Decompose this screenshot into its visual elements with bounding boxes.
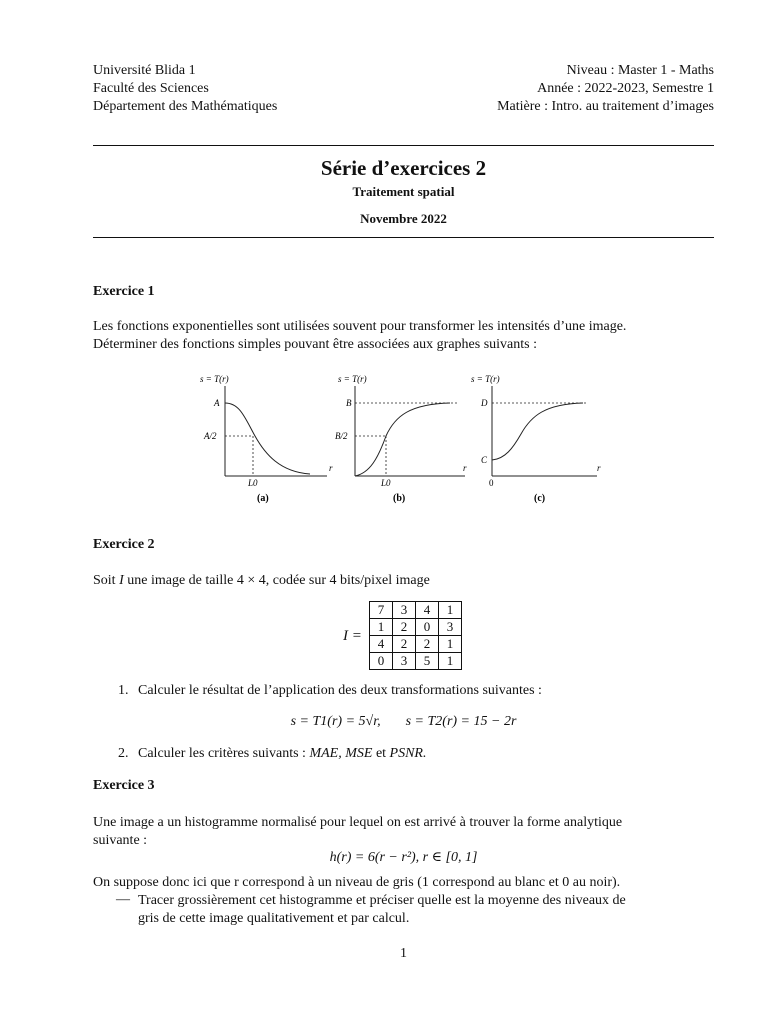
matrix-cell: 4 xyxy=(370,636,393,653)
graph-b-xlabel: r xyxy=(463,463,467,473)
header-course-info xyxy=(497,62,714,116)
document-date: Novembre 2022 xyxy=(360,211,447,226)
exercise-3-bullet: — xyxy=(116,892,130,907)
header-department: Département des Mathématiques xyxy=(93,99,278,114)
graph-a-mid-label: A/2 xyxy=(204,431,217,441)
exercise-2-intro-start: Soit xyxy=(93,573,116,588)
matrix-row xyxy=(370,619,462,636)
header-faculty: Faculté des Sciences xyxy=(93,81,209,96)
exercise-1-text xyxy=(93,318,718,354)
matrix-cell: 3 xyxy=(439,619,462,636)
header-level: Niveau : Master 1 - Maths xyxy=(566,63,714,78)
graph-a-top-label: A xyxy=(214,398,220,408)
exercise-3-line-3: On suppose donc ici que r correspond à un niveau de gris (1 correspond au blanc et 0 au noir). xyxy=(93,875,621,890)
graph-b-mid-label: B/2 xyxy=(335,431,348,441)
graph-c-origin-label: 0 xyxy=(489,478,494,488)
exercise-3-item-line-1: Tracer grossièrement cet histogramme et préciser quelle est la moyenne des niveaux de xyxy=(138,893,626,908)
exercise-2-intro-var: I xyxy=(119,573,124,588)
header-university: Université Blida 1 xyxy=(93,63,196,78)
graph-a xyxy=(200,374,333,504)
matrix-cell: 0 xyxy=(416,619,439,636)
graph-a-ylabel: s = T(r) xyxy=(200,374,229,384)
exercise-1-graphs xyxy=(195,368,615,513)
matrix-label: I = xyxy=(343,628,362,644)
graph-b-ylabel: s = T(r) xyxy=(338,374,367,384)
matrix-cell: 3 xyxy=(393,602,416,619)
criteria-et: et xyxy=(375,746,387,761)
formula-t2: s = T2(r) = 15 − 2r xyxy=(405,714,517,729)
graph-c-top-label: D xyxy=(481,398,488,408)
exercise-1-line-1: Les fonctions exponentielles sont utilisées souvent pour transformer les intensités d’une image. xyxy=(93,319,627,334)
matrix-cell: 1 xyxy=(370,619,393,636)
exercise-1-title: Exercice 1 xyxy=(93,284,155,299)
histogram-formula: h(r) = 6(r − r²), r ∈ [0, 1] xyxy=(329,850,478,865)
exercise-2-item-2-text: Calculer les critères suivants : xyxy=(138,746,306,761)
graph-c-xlabel: r xyxy=(597,463,601,473)
matrix-cell: 5 xyxy=(416,653,439,670)
matrix-cell: 2 xyxy=(393,619,416,636)
exercise-2-item-1: Calculer le résultat de l’application des deux transformations suivantes : xyxy=(138,683,542,698)
header-year: Année : 2022-2023, Semestre 1 xyxy=(537,81,714,96)
matrix-row xyxy=(370,636,462,653)
matrix-cell: 1 xyxy=(439,636,462,653)
header-subject: Matière : Intro. au traitement d’images xyxy=(497,99,714,114)
matrix-cell: 1 xyxy=(439,602,462,619)
graph-b xyxy=(335,374,467,504)
exercise-2-intro xyxy=(93,572,718,590)
exercise-1-line-2: Déterminer des fonctions simples pouvant être associées aux graphes suivants : xyxy=(93,337,537,352)
graph-a-x0-label: L0 xyxy=(248,478,258,488)
graph-c-ylabel: s = T(r) xyxy=(471,374,500,384)
criteria-psnr: PSNR. xyxy=(389,746,427,761)
graph-a-xlabel: r xyxy=(329,463,333,473)
formula-t1: s = T1(r) = 5√r, xyxy=(290,714,381,729)
exercise-3-line-2: suivante : xyxy=(93,833,148,848)
matrix-cell: 4 xyxy=(416,602,439,619)
exercise-3-text xyxy=(93,814,718,850)
graph-b-x0-label: L0 xyxy=(381,478,391,488)
exercise-3-item-line-2: gris de cette image qualitativement et par calcul. xyxy=(138,911,410,926)
exercise-2-item-2-number: 2. xyxy=(118,746,129,761)
matrix-cell: 0 xyxy=(370,653,393,670)
matrix-cell: 7 xyxy=(370,602,393,619)
matrix-cell: 2 xyxy=(416,636,439,653)
exercise-2-title: Exercice 2 xyxy=(93,537,155,552)
transformation-formulas xyxy=(93,714,714,730)
matrix-cell: 1 xyxy=(439,653,462,670)
criteria-mae-mse: MAE, MSE xyxy=(309,746,373,761)
graph-b-caption: (b) xyxy=(393,493,406,504)
document-title: Série d’exercices 2 xyxy=(320,156,487,180)
graph-c xyxy=(471,374,601,504)
graph-b-top-label: B xyxy=(346,398,352,408)
header-institution xyxy=(93,62,277,116)
graph-c-caption: (c) xyxy=(534,493,546,504)
matrix-row xyxy=(370,653,462,670)
bottom-rule xyxy=(93,237,714,238)
image-matrix xyxy=(369,601,462,670)
top-rule xyxy=(93,145,714,146)
exercise-2-item-2 xyxy=(138,746,427,762)
exercise-2-intro-end: une image de taille 4 × 4, codée sur 4 bits/pixel image xyxy=(127,573,430,588)
exercise-3-item xyxy=(138,892,718,928)
page-number: 1 xyxy=(400,946,407,961)
matrix-cell: 2 xyxy=(393,636,416,653)
exercise-3-title: Exercice 3 xyxy=(93,778,155,793)
graph-c-low-label: C xyxy=(481,455,488,465)
matrix-cell: 3 xyxy=(393,653,416,670)
document-subtitle: Traitement spatial xyxy=(352,184,455,199)
exercise-3-line-1: Une image a un histogramme normalisé pour lequel on est arrivé à trouver la forme analytique xyxy=(93,815,623,830)
exercise-2-item-1-number: 1. xyxy=(118,683,129,698)
graph-a-caption: (a) xyxy=(257,493,269,504)
matrix-row xyxy=(370,602,462,619)
